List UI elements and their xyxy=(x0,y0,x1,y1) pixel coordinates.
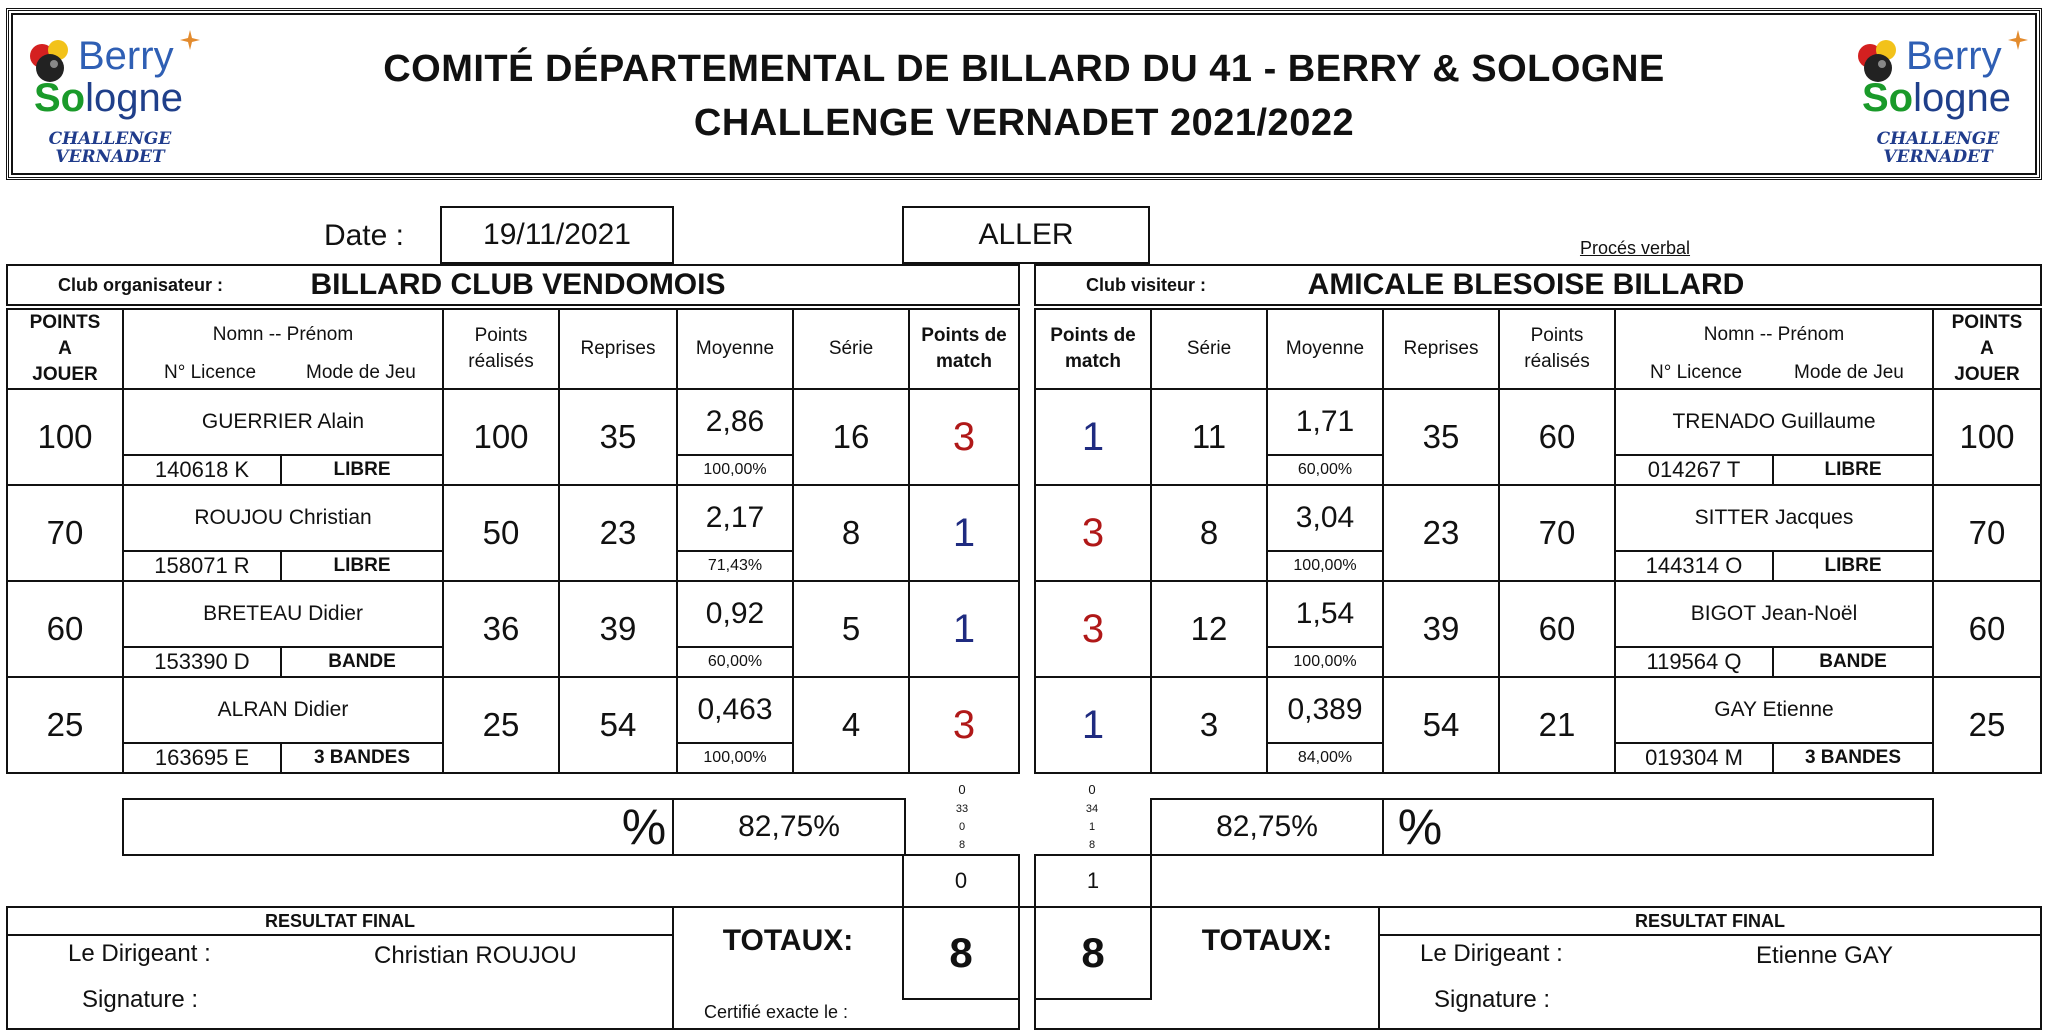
moyenne-percent: 100,00% xyxy=(703,461,767,478)
points-a-jouer: 25 xyxy=(1932,676,2042,774)
moyenne-cell xyxy=(676,388,794,486)
points-de-match: 1 xyxy=(908,484,1020,582)
away-signature-label: Signature : xyxy=(1434,986,1551,1013)
points-de-match: 3 xyxy=(908,388,1020,486)
away-table xyxy=(1034,308,2042,776)
totals-gap xyxy=(1018,998,1036,1030)
moyenne-cell xyxy=(676,580,794,678)
home-dirigeant-name: Christian ROUJOU xyxy=(374,942,577,969)
player-name-cell xyxy=(122,484,444,582)
player-licence: 158071 R xyxy=(124,552,282,580)
player-name: TRENADO Guillaume xyxy=(1672,410,1876,433)
player-licence: 014267 T xyxy=(1616,456,1774,484)
header-nom-prenom: Nomn -- Prénom N° Licence Mode de Jeu xyxy=(1614,308,1934,390)
player-licence: 163695 E xyxy=(124,744,282,772)
away-percent-value: 82,75% xyxy=(1150,798,1384,856)
page-title-line1: COMITÉ DÉPARTEMENTAL DE BILLARD DU 41 - BERRY & SOLOGNE xyxy=(383,47,1665,90)
home-result-label: RESULTAT FINAL xyxy=(8,908,672,936)
moyenne-percent: 100,00% xyxy=(1293,557,1357,574)
serie: 8 xyxy=(1150,484,1268,582)
player-name: ROUJOU Christian xyxy=(194,506,372,529)
moyenne-cell xyxy=(1266,484,1384,582)
moyenne-cell xyxy=(1266,676,1384,774)
date-value: 19/11/2021 xyxy=(440,206,674,264)
away-percent-symbol: % xyxy=(1397,799,1443,855)
player-name: GUERRIER Alain xyxy=(201,410,365,433)
away-club-label: Club visiteur : xyxy=(1086,275,1207,295)
reprises: 39 xyxy=(558,580,678,678)
reprises: 39 xyxy=(1382,580,1500,678)
moyenne-percent: 60,00% xyxy=(707,653,763,670)
points-a-jouer: 25 xyxy=(6,676,124,774)
serie: 12 xyxy=(1150,580,1268,678)
moyenne-percent: 100,00% xyxy=(703,749,767,766)
away-dirigeant-label: Le Dirigeant : xyxy=(1420,940,1563,967)
home-club-label: Club organisateur : xyxy=(58,275,224,295)
points-de-match: 1 xyxy=(1034,676,1152,774)
points-de-match: 3 xyxy=(1034,580,1152,678)
player-mode: 3 BANDES xyxy=(313,747,411,768)
points-de-match: 1 xyxy=(1034,388,1152,486)
points-realises: 70 xyxy=(1498,484,1616,582)
moyenne: 1,54 xyxy=(1295,597,1355,630)
points-a-jouer: 60 xyxy=(6,580,124,678)
away-club-name: AMICALE BLESOISE BILLARD xyxy=(1307,268,1745,301)
logo-vernadet-text: VERNADET xyxy=(1883,147,1993,167)
serie: 4 xyxy=(792,676,910,774)
away-small-numbers: 0 34 1 8 xyxy=(1085,782,1099,851)
player-name-cell xyxy=(1614,580,1934,678)
player-mode: BANDE xyxy=(1819,651,1887,672)
player-mode: LIBRE xyxy=(1824,459,1882,480)
home-percent-box xyxy=(122,798,674,856)
points-a-jouer: 100 xyxy=(6,388,124,486)
home-signature-label: Signature : xyxy=(82,986,199,1013)
points-de-match: 3 xyxy=(1034,484,1152,582)
sparkle-icon xyxy=(180,30,200,50)
moyenne: 3,04 xyxy=(1295,501,1355,534)
header-serie: Série xyxy=(1150,308,1268,390)
moyenne: 0,92 xyxy=(705,597,765,630)
moyenne: 2,86 xyxy=(705,405,765,438)
away-totals-label: TOTAUX: xyxy=(1201,924,1333,957)
points-de-match: 3 xyxy=(908,676,1020,774)
points-realises: 60 xyxy=(1498,388,1616,486)
header-reprises: Reprises xyxy=(1382,308,1500,390)
serie: 16 xyxy=(792,388,910,486)
header-points-match: Points de match xyxy=(908,308,1020,390)
away-result-label: RESULTAT FINAL xyxy=(1380,908,2040,936)
player-licence: 144314 O xyxy=(1616,552,1774,580)
serie: 11 xyxy=(1150,388,1268,486)
reprises: 23 xyxy=(1382,484,1500,582)
points-realises: 60 xyxy=(1498,580,1616,678)
home-small-numbers: 0 33 0 8 xyxy=(955,782,969,851)
header-points-realises: Points réalisés xyxy=(442,308,560,390)
moyenne-percent: 100,00% xyxy=(1293,653,1357,670)
away-dirigeant-name: Etienne GAY xyxy=(1756,942,1893,969)
home-club-bar xyxy=(6,264,1020,306)
home-club-name: BILLARD CLUB VENDOMOIS xyxy=(310,268,726,301)
reprises: 54 xyxy=(1382,676,1500,774)
logo-sologne-text: Sologne xyxy=(1862,76,2011,120)
header-moyenne: Moyenne xyxy=(1266,308,1384,390)
moyenne: 0,463 xyxy=(697,693,773,726)
points-realises: 36 xyxy=(442,580,560,678)
moyenne: 1,71 xyxy=(1295,405,1355,438)
points-a-jouer: 60 xyxy=(1932,580,2042,678)
logo-berry-text: Berry xyxy=(78,34,174,78)
away-total-points: 8 xyxy=(1034,906,1152,1000)
away-percent-box xyxy=(1382,798,1934,856)
moyenne-cell xyxy=(1266,388,1384,486)
header-nom-prenom: Nomn -- Prénom N° Licence Mode de Jeu xyxy=(122,308,444,390)
moyenne-percent: 84,00% xyxy=(1297,749,1353,766)
moyenne-cell xyxy=(676,484,794,582)
header-points-match: Points de match xyxy=(1034,308,1152,390)
moyenne: 2,17 xyxy=(705,501,765,534)
home-result-box xyxy=(6,906,674,1030)
home-totals-label: TOTAUX: xyxy=(722,924,854,957)
logo-right xyxy=(1848,30,2028,170)
away-club-bar xyxy=(1034,264,2042,306)
player-name-cell xyxy=(1614,676,1934,774)
away-bonus: 1 xyxy=(1034,854,1152,908)
certifie-label: Certifié exacte le : xyxy=(704,1002,849,1022)
player-name-cell xyxy=(1614,484,1934,582)
header-serie: Série xyxy=(792,308,910,390)
player-name: BRETEAU Didier xyxy=(203,602,363,625)
points-a-jouer: 100 xyxy=(1932,388,2042,486)
player-name-cell xyxy=(122,676,444,774)
logo-challenge-text: CHALLENGE xyxy=(1876,129,2000,149)
header-banner xyxy=(6,8,2042,180)
player-name: SITTER Jacques xyxy=(1694,506,1854,529)
logo-vernadet-text: VERNADET xyxy=(55,147,165,167)
home-dirigeant-label: Le Dirigeant : xyxy=(68,940,211,967)
player-licence: 019304 M xyxy=(1616,744,1774,772)
reprises: 35 xyxy=(1382,388,1500,486)
reprises: 23 xyxy=(558,484,678,582)
player-mode: BANDE xyxy=(328,651,396,672)
date-label: Date : xyxy=(323,219,404,252)
points-a-jouer: 70 xyxy=(6,484,124,582)
player-licence: 140618 K xyxy=(124,456,282,484)
player-licence: 153390 D xyxy=(124,648,282,676)
away-result-box xyxy=(1378,906,2042,1030)
moyenne: 0,389 xyxy=(1287,693,1363,726)
home-table xyxy=(6,308,1020,776)
header-points-a-jouer: POINTS A JOUER xyxy=(6,308,124,390)
serie: 3 xyxy=(1150,676,1268,774)
moyenne-percent: 60,00% xyxy=(1297,461,1353,478)
serie: 5 xyxy=(792,580,910,678)
header-reprises: Reprises xyxy=(558,308,678,390)
player-name: GAY Etienne xyxy=(1714,698,1834,721)
player-name-cell xyxy=(1614,388,1934,486)
leg-indicator: ALLER xyxy=(902,206,1150,264)
logo-challenge-text: CHALLENGE xyxy=(48,129,172,149)
points-realises: 100 xyxy=(442,388,560,486)
reprises: 35 xyxy=(558,388,678,486)
player-mode: 3 BANDES xyxy=(1804,747,1902,768)
player-name-cell xyxy=(122,388,444,486)
player-name-cell xyxy=(122,580,444,678)
serie: 8 xyxy=(792,484,910,582)
player-mode: LIBRE xyxy=(1824,555,1882,576)
logo-sologne-text: Sologne xyxy=(34,76,183,120)
moyenne-cell xyxy=(676,676,794,774)
sparkle-icon xyxy=(2008,30,2028,50)
player-licence: 119564 Q xyxy=(1616,648,1774,676)
header-points-realises: Points réalisés xyxy=(1498,308,1616,390)
logo-berry-text: Berry xyxy=(1906,34,2002,78)
home-percent-symbol: % xyxy=(621,799,667,855)
page-title-line2: CHALLENGE VERNADET 2021/2022 xyxy=(693,101,1355,144)
points-realises: 25 xyxy=(442,676,560,774)
points-de-match: 1 xyxy=(908,580,1020,678)
reprises: 54 xyxy=(558,676,678,774)
points-realises: 21 xyxy=(1498,676,1616,774)
proces-verbal-link[interactable]: Procés verbal xyxy=(1579,237,1691,258)
moyenne-cell xyxy=(1266,580,1384,678)
header-points-a-jouer: POINTS A JOUER xyxy=(1932,308,2042,390)
home-percent-value: 82,75% xyxy=(672,798,906,856)
home-bonus: 0 xyxy=(902,854,1020,908)
player-name: BIGOT Jean-Noël xyxy=(1690,602,1858,625)
header-moyenne: Moyenne xyxy=(676,308,794,390)
points-a-jouer: 70 xyxy=(1932,484,2042,582)
player-mode: LIBRE xyxy=(333,555,391,576)
moyenne-percent: 71,43% xyxy=(707,557,763,574)
logo-left xyxy=(20,30,200,170)
player-name: ALRAN Didier xyxy=(217,698,349,721)
points-realises: 50 xyxy=(442,484,560,582)
player-mode: LIBRE xyxy=(333,459,391,480)
home-total-points: 8 xyxy=(902,906,1020,1000)
